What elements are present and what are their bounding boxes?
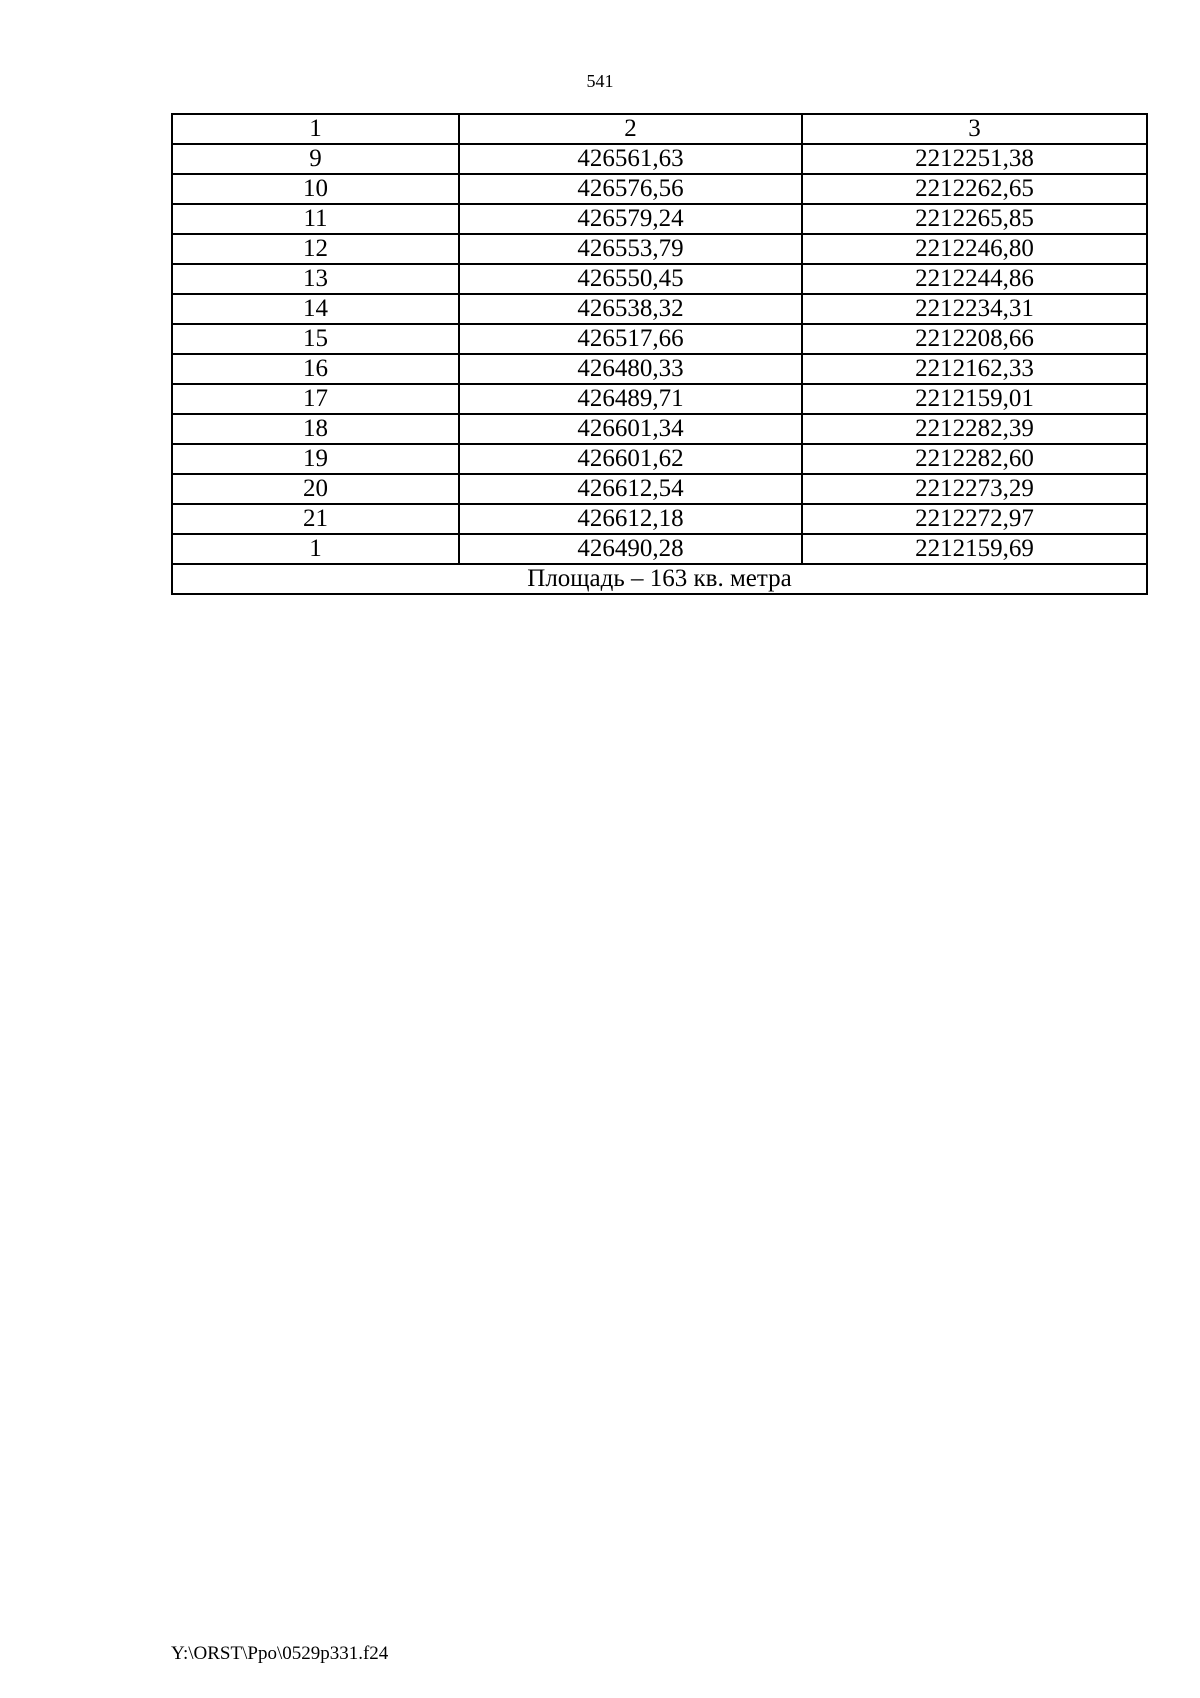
table-row [172,324,1147,354]
point-number-cell: 10 [172,174,459,204]
point-number-cell: 15 [172,324,459,354]
x-coordinate-cell: 426612,18 [459,504,802,534]
point-number-cell: 20 [172,474,459,504]
point-number-cell: 1 [172,534,459,564]
table-row [172,384,1147,414]
table-summary-row [172,564,1147,594]
header-cell-x: 2 [459,114,802,144]
point-number-cell: 18 [172,414,459,444]
y-coordinate-cell: 2212159,01 [802,384,1147,414]
table-row [172,354,1147,384]
y-coordinate-cell: 2212208,66 [802,324,1147,354]
point-number-cell: 16 [172,354,459,384]
y-coordinate-cell: 2212251,38 [802,144,1147,174]
point-number-cell: 13 [172,264,459,294]
table-row [172,294,1147,324]
x-coordinate-cell: 426489,71 [459,384,802,414]
x-coordinate-cell: 426579,24 [459,204,802,234]
y-coordinate-cell: 2212246,80 [802,234,1147,264]
y-coordinate-cell: 2212282,60 [802,444,1147,474]
point-number-cell: 14 [172,294,459,324]
x-coordinate-cell: 426490,28 [459,534,802,564]
x-coordinate-cell: 426480,33 [459,354,802,384]
y-coordinate-cell: 2212265,85 [802,204,1147,234]
point-number-cell: 17 [172,384,459,414]
y-coordinate-cell: 2212159,69 [802,534,1147,564]
area-summary-cell: Площадь – 163 кв. метра [172,564,1147,594]
header-cell-point-number: 1 [172,114,459,144]
x-coordinate-cell: 426538,32 [459,294,802,324]
x-coordinate-cell: 426561,63 [459,144,802,174]
table-row [172,174,1147,204]
file-path-footer: Y:\ORST\Ppo\0529p331.f24 [171,1643,389,1664]
x-coordinate-cell: 426612,54 [459,474,802,504]
table-row [172,444,1147,474]
table-row [172,504,1147,534]
header-cell-y: 3 [802,114,1147,144]
point-number-cell: 12 [172,234,459,264]
table-row [172,234,1147,264]
y-coordinate-cell: 2212272,97 [802,504,1147,534]
x-coordinate-cell: 426601,34 [459,414,802,444]
table-header-row [172,114,1147,144]
y-coordinate-cell: 2212234,31 [802,294,1147,324]
point-number-cell: 19 [172,444,459,474]
x-coordinate-cell: 426550,45 [459,264,802,294]
table-row [172,474,1147,504]
table-row [172,534,1147,564]
y-coordinate-cell: 2212262,65 [802,174,1147,204]
table-row [172,144,1147,174]
table-row [172,264,1147,294]
x-coordinate-cell: 426576,56 [459,174,802,204]
table-row [172,204,1147,234]
x-coordinate-cell: 426517,66 [459,324,802,354]
point-number-cell: 9 [172,144,459,174]
x-coordinate-cell: 426553,79 [459,234,802,264]
y-coordinate-cell: 2212282,39 [802,414,1147,444]
table-row [172,414,1147,444]
y-coordinate-cell: 2212244,86 [802,264,1147,294]
page-number: 541 [586,71,614,91]
point-number-cell: 21 [172,504,459,534]
x-coordinate-cell: 426601,62 [459,444,802,474]
y-coordinate-cell: 2212162,33 [802,354,1147,384]
table-body [172,114,1147,594]
coordinates-table [171,113,1148,595]
point-number-cell: 11 [172,204,459,234]
y-coordinate-cell: 2212273,29 [802,474,1147,504]
